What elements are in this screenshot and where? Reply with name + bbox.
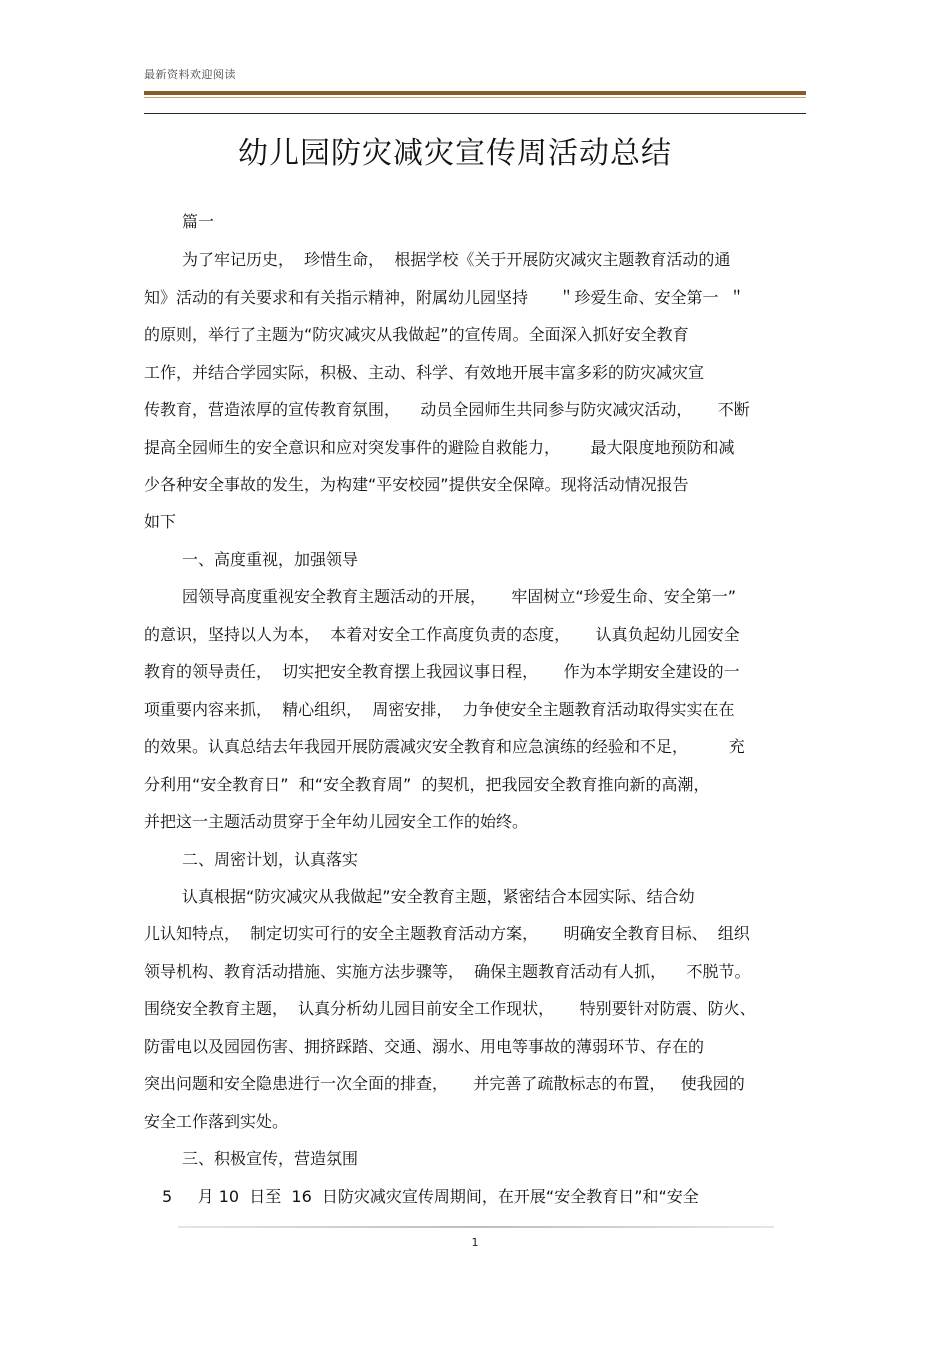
- paragraph-line: 工作，并结合学园实际，积极、主动、科学、有效地开展丰富多彩的防灾减灾宣: [144, 363, 705, 382]
- paragraph-line: 突出问题和安全隐患进行一次全面的排查， 并完善了疏散标志的布置， 使我园的: [144, 1074, 745, 1093]
- paragraph-line: 教育的领导责任， 切实把安全教育摆上我园议事日程， 作为本学期安全建设的一: [144, 662, 740, 681]
- paragraph-line: 的原则，举行了主题为“防灾减灾从我做起”的宣传周。全面深入抓好安全教育: [144, 325, 689, 344]
- paragraph-line: 的意识，坚持以人为本， 本着对安全工作高度负责的态度， 认真负起幼儿园安全: [144, 625, 740, 644]
- paragraph-line: 提高全园师生的安全意识和应对突发事件的避险自救能力， 最大限度地预防和减: [144, 438, 735, 457]
- title-divider: [144, 113, 806, 114]
- paragraph-line: 分利用“安全教育日” 和“安全教育周” 的契机，把我园安全教育推向新的高潮，: [144, 775, 710, 794]
- section-heading: 三、积极宣传，营造氛围: [182, 1149, 359, 1168]
- paragraph-line: 少各种安全事故的发生，为构建“平安校园”提供安全保障。现将活动情况报告: [144, 475, 689, 494]
- paragraph-line: 并把这一主题活动贯穿于全年幼儿园安全工作的始终。: [144, 812, 529, 831]
- paragraph-line: 为了牢记历史， 珍惜生命， 根据学校《关于开展防灾减灾主题教育活动的通: [182, 250, 731, 269]
- document-title: 幼儿园防灾减灾宣传周活动总结: [238, 136, 672, 171]
- paragraph-line: 项重要内容来抓， 精心组织， 周密安排， 力争使安全主题教育活动取得实实在在: [144, 700, 735, 719]
- page-number: 1: [471, 1236, 479, 1249]
- paragraph-line: 防雷电以及园园伤害、拥挤踩踏、交通、溺水、用电等事故的薄弱环节、存在的: [144, 1037, 705, 1056]
- header-divider-thin: [144, 97, 806, 98]
- paragraph-line: 认真根据“防灾减灾从我做起”安全教育主题，紧密结合本园实际、结合幼: [182, 887, 695, 906]
- paragraph-line: 领导机构、教育活动措施、实施方法步骤等， 确保主题教育活动有人抓， 不脱节。: [144, 962, 751, 981]
- footer-divider: [178, 1226, 774, 1228]
- header-text: 最新资料欢迎阅读: [144, 68, 236, 81]
- paragraph-line: 安全工作落到实处。: [144, 1112, 289, 1131]
- header-divider-thick: [144, 91, 806, 95]
- paragraph-line: 围绕安全教育主题， 认真分析幼儿园目前安全工作现状， 特别要针对防震、防火、: [144, 999, 756, 1018]
- paragraph-line: 传教育，营造浓厚的宣传教育氛围， 动员全园师生共同参与防灾减灾活动， 不断: [144, 400, 750, 419]
- paragraph-line: 儿认知特点， 制定切实可行的安全主题教育活动方案， 明确安全教育目标、 组织: [144, 924, 750, 943]
- paragraph-line: 的效果。认真总结去年我园开展防震减灾安全教育和应急演练的经验和不足， 充: [144, 737, 745, 756]
- section-heading: 二、周密计划，认真落实: [182, 850, 359, 869]
- section-heading: 一、高度重视，加强领导: [182, 550, 359, 569]
- paragraph-line: 园领导高度重视安全教育主题活动的开展， 牢固树立“珍爱生命、安全第一”: [182, 587, 737, 606]
- section-label: 篇一: [182, 212, 215, 231]
- paragraph-line: 知》活动的有关要求和有关指示精神，附属幼儿园坚持 ＂珍爱生命、安全第一 ＂: [144, 288, 745, 307]
- paragraph-line: 5 月 10 日至 16 日防灾减灾宣传周期间，在开展“安全教育日”和“安全: [162, 1187, 699, 1206]
- paragraph-line: 如下: [144, 512, 177, 531]
